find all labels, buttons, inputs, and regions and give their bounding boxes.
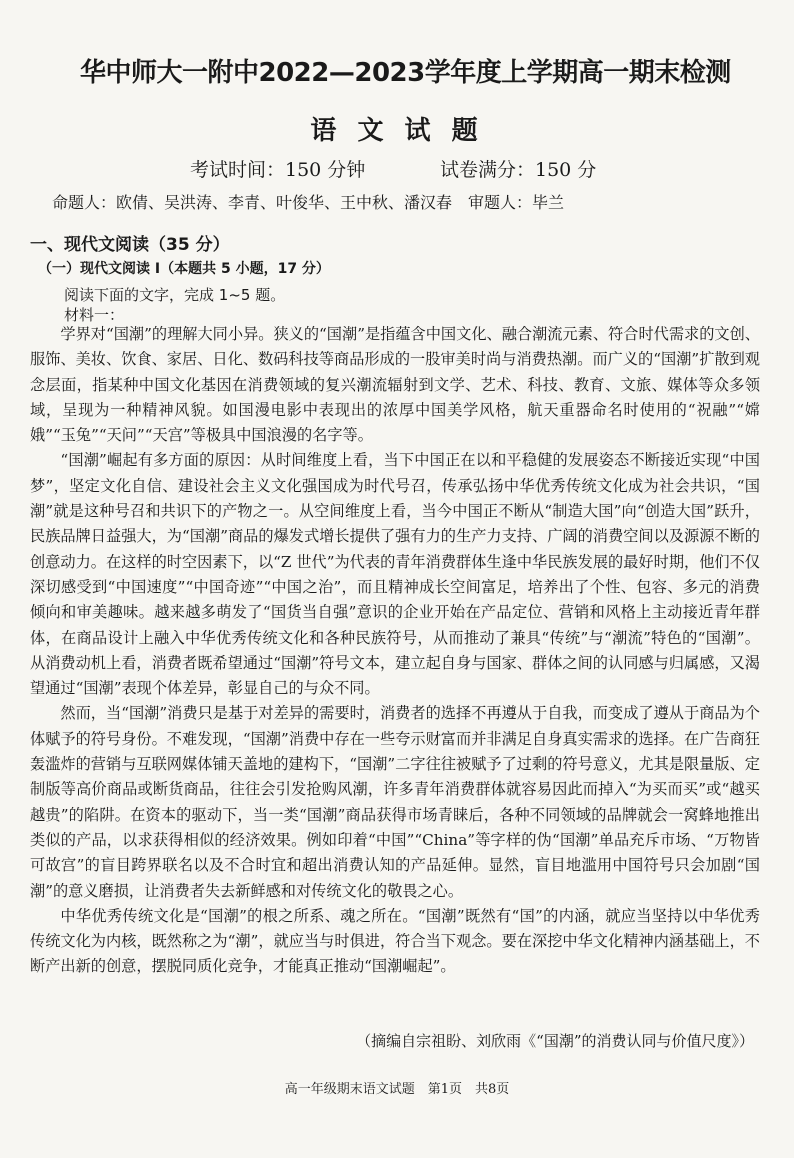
article-body bbox=[30, 322, 760, 980]
school-title: 华中师大一附中2022—2023学年度上学期高一期末检测 bbox=[80, 58, 731, 88]
paragraph: “国潮”崛起有多方面的原因：从时间维度上看，当下中国正在以和平稳健的发展姿态不断接近实现“中国梦”，坚定文化自信、建设社会主义文化强国成为时代号召，传承弘扬中华优秀传统文化成为社会共识，“国潮”就是这种号召和共识下的产物之一。从空间维度上看，当今中国正不断从“制造大国”向“创造大国”跃升，民族品牌日益强大，为“国潮”商品的爆发式增长提供了强有力的生产力支持、广阔的消费空间以及源源不断的创意动力。在这样的时空因素下，以“Z 世代”为代表的青年消费群体生逢中华民族发展的最好时期，他们不仅深切感受到“中国速度”“中国奇迹”“中国之治”，而且精神成长空间富足，培养出了个性、包容、多元的消费倾向和审美趣味。越来越多萌发了“国货当自强”意识的企业开始在产品定位、营销和风格上主动接近青年群体，在商品设计上融入中华优秀传统文化和各种民族符号，从而推动了兼具“传统”与“潮流”特色的“国潮”。从消费动机上看，消费者既希望通过“国潮”符号文本，建立起自身与国家、群体之间的认同感与归属感，又渴望通过“国潮”表现个体差异，彰显自己的与众不同。 bbox=[30, 451, 760, 698]
authors-line: 命题人：欧倩、吴洪涛、李青、叶俊华、王中秋、潘汉春 审题人：毕兰 bbox=[52, 193, 565, 212]
paragraph: 中华优秀传统文化是“国潮”的根之所系、魂之所在。“国潮”既然有“国”的内涵，就应当坚持以中华优秀传统文化为内核，既然称之为“潮”，就应当与时俱进，符合当下观念。要在深挖中华文化精神内涵基础上，不断产出新的创意，摆脱同质化竞争，才能真正推动“国潮崛起”。 bbox=[30, 906, 760, 976]
exam-time: 考试时间：150 分钟 bbox=[190, 159, 366, 181]
paragraph: 学界对“国潮”的理解大同小异。狭义的“国潮”是指蕴含中国文化、融合潮流元素、符合时代需求的文创、服饰、美妆、饮食、家居、日化、数码科技等商品形成的一股审美时尚与消费热潮。而广义的“国潮”扩散到观念层面，指某种中国文化基因在消费领域的复兴潮流辐射到文学、艺术、科技、教育、文旅、媒体等众多领域，呈现为一种精神风貌。如国漫电影中表现出的浓厚中国美学风格，航天重器命名时使用的“祝融”“嫦娥”“玉兔”“天问”“天宫”等极具中国浪漫的名字等。 bbox=[30, 325, 760, 445]
source-citation: （摘编自宗祖盼、刘欣雨《“国潮”的消费认同与价值尺度》） bbox=[356, 1032, 754, 1050]
subject-title: 语 文 试 题 bbox=[310, 116, 484, 146]
material-label: 材料一： bbox=[64, 306, 125, 324]
section-title: 一、现代文阅读（35 分） bbox=[30, 235, 230, 255]
paragraph: 然而，当“国潮”消费只是基于对差异的需要时，消费者的选择不再遵从于自我，而变成了遵从于商品为个体赋予的符号身份。不难发现，“国潮”消费中存在一些夸示财富而并非满足自身真实需求的选择。在广告商狂轰滥炸的营销与互联网媒体铺天盖地的建构下，“国潮”二字往往被赋予了过剩的符号意义，尤其是限量版、定制版等高价商品或断货商品，往往会引发抢购风潮，许多青年消费群体就容易因此而掉入“为买而买”或“越买越贵”的陷阱。在资本的驱动下，当一类“国潮”商品获得市场青睐后，各种不同领域的品牌就会一窝蜂地推出类似的产品，以求获得相似的经济效果。例如印着“中国”“China”等字样的伪“国潮”单品充斥市场、“万物皆可故宫”的盲目跨界联名以及不合时宜和超出消费认知的产品延伸。显然，盲目地滥用中国符号只会加剧“国潮”的意义磨损，让消费者失去新鲜感和对传统文化的敬畏之心。 bbox=[30, 704, 760, 900]
full-score: 试卷满分：150 分 bbox=[440, 159, 597, 181]
reading-instruction: 阅读下面的文字，完成 1~5 题。 bbox=[64, 286, 286, 304]
page-footer: 高一年级期末语文试题 第1页 共8页 bbox=[284, 1082, 510, 1097]
subsection-title: （一）现代文阅读 I（本题共 5 小题，17 分） bbox=[38, 261, 330, 277]
